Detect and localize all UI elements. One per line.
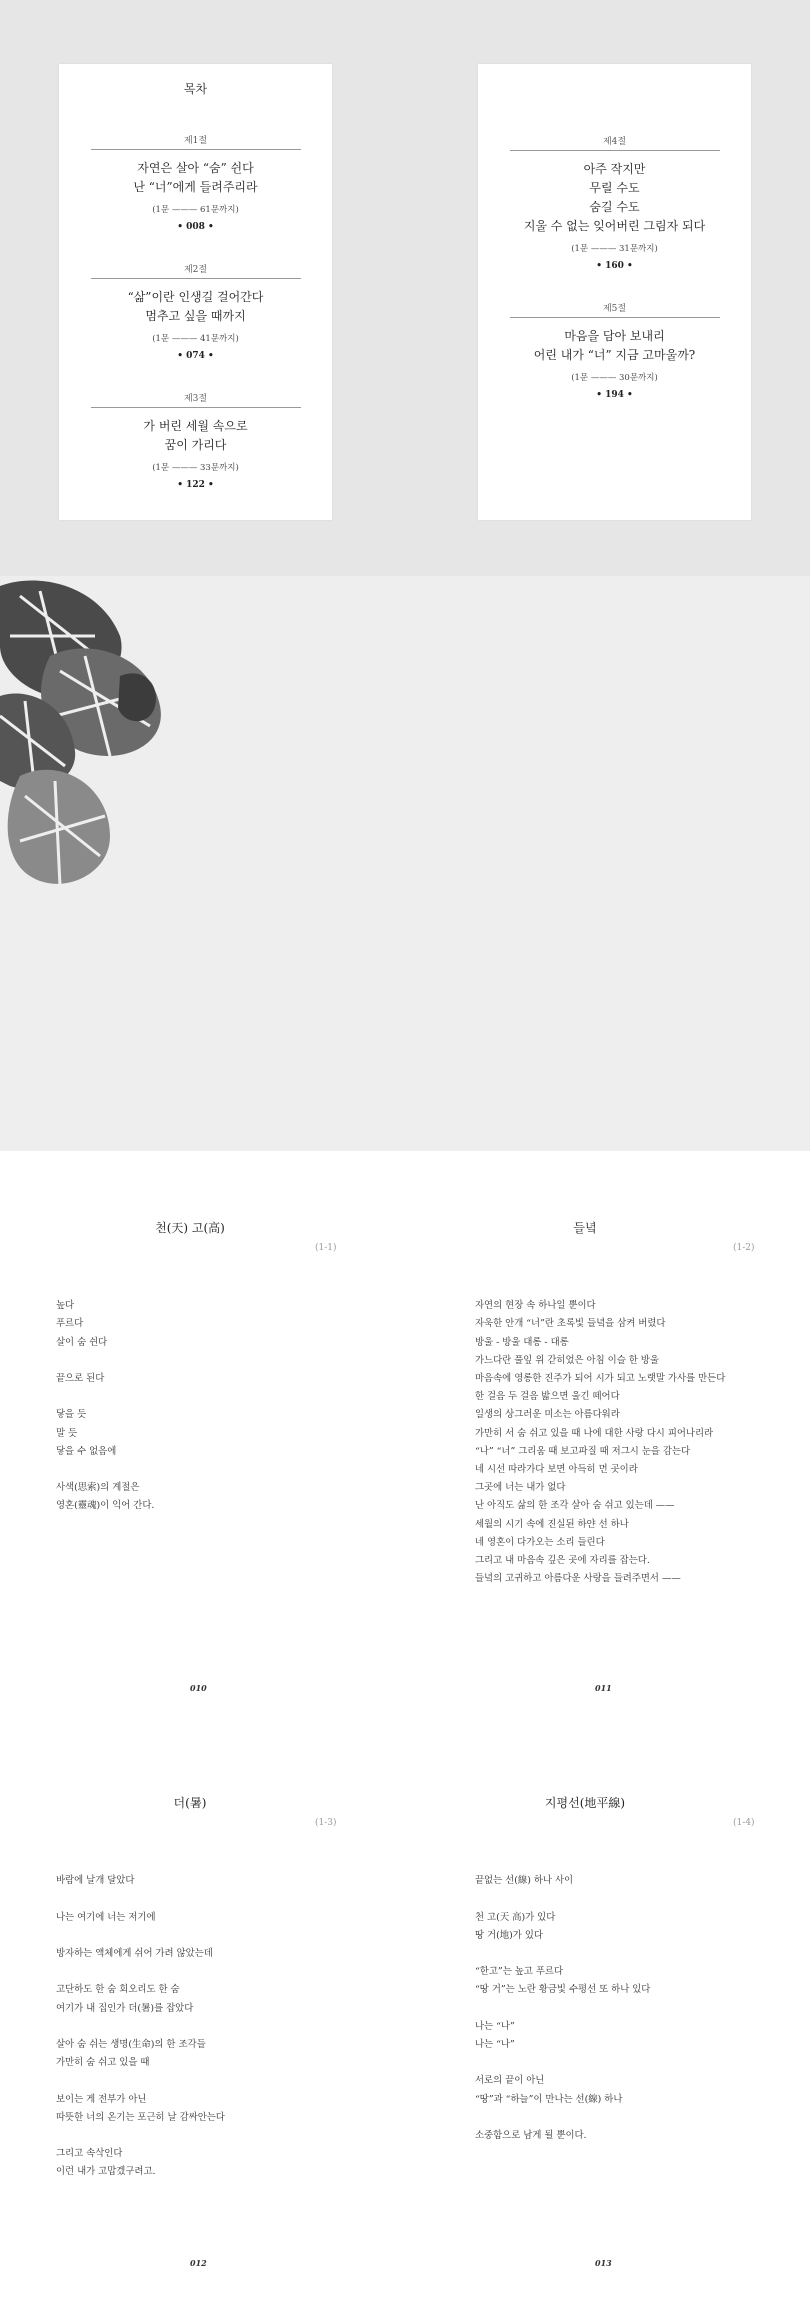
poem-line bbox=[56, 2072, 225, 2090]
toc-chapter-title-line: 꿈이 가리다 bbox=[164, 438, 227, 452]
toc-chapter-title-line: 난 “너”에게 들려주리라 bbox=[133, 180, 258, 194]
toc-chapter-range: (1문 ——— 31문까지) bbox=[571, 244, 658, 254]
poem-line: 끝으로 된다 bbox=[56, 1372, 105, 1384]
poem-line: 세월의 시기 속에 진실된 하얀 선 하나 bbox=[475, 1518, 629, 1530]
poem-line bbox=[56, 1279, 154, 1297]
poem-line bbox=[475, 1279, 725, 1297]
poem-line: 난 아직도 삶의 한 조각 살아 숨 쉬고 있는데 —— bbox=[475, 1500, 675, 1512]
poem-line bbox=[56, 1352, 154, 1370]
poem-line: 땅 거(地)가 있다 bbox=[475, 1929, 543, 1941]
toc-chapter-title-line: 가 버린 세월 속으로 bbox=[143, 419, 248, 433]
toc-chapter-title-line: 무릴 수도 bbox=[589, 181, 640, 195]
toc-chapter-label: 제3절 bbox=[183, 394, 208, 404]
toc-chapter-title-line: 지울 수 없는 잊어버린 그림자 되다 bbox=[523, 219, 706, 233]
poem-line: 천 고(天 高)가 있다 bbox=[475, 1911, 556, 1923]
poem-line bbox=[56, 1927, 225, 1945]
poem-line: “땅 거”는 노란 황금빛 수평선 또 하나 있다 bbox=[475, 1984, 651, 1996]
toc-chapter-label: 제5절 bbox=[602, 304, 627, 314]
toc-divider bbox=[91, 407, 301, 408]
toc-chapter-range: (1문 ——— 30문까지) bbox=[571, 373, 658, 383]
poem-page bbox=[0, 1151, 405, 1725]
toc-chapter-title-line: 자연은 살아 “숨” 쉰다 bbox=[137, 161, 254, 175]
poem-line: 살아 숨 쉬는 생명(生命)의 한 조각들 bbox=[56, 2038, 206, 2050]
poem-line bbox=[56, 1854, 225, 1872]
poem-line bbox=[56, 2018, 225, 2036]
toc-chapter-title-line: “삶”이란 인생길 걸어간다 bbox=[127, 290, 264, 304]
poem-pages bbox=[0, 1151, 810, 2300]
poem-line: 일생의 상그러운 미소는 아름다워라 bbox=[475, 1409, 620, 1421]
poem-line: 닿을 수 없음에 bbox=[56, 1445, 117, 1457]
page-number: 010 bbox=[190, 1683, 207, 1693]
poem-line bbox=[475, 1945, 650, 1963]
poem-page bbox=[405, 1726, 810, 2300]
poem-line: 높다 bbox=[56, 1300, 75, 1312]
poem-line: 살이 숨 쉰다 bbox=[56, 1336, 108, 1348]
toc-chapter-title-line: 아주 작지만 bbox=[583, 162, 646, 176]
poem-line: 푸르다 bbox=[56, 1318, 84, 1330]
poem-body bbox=[475, 1854, 650, 2145]
poem-line: 이런 내가 고맙겠구려고. bbox=[56, 2166, 156, 2178]
poem-line: 끝없는 선(線) 하나 사이 bbox=[475, 1875, 574, 1887]
poem-line: 그리고 내 마음속 깊은 곳에 자리를 잡는다. bbox=[475, 1555, 650, 1567]
poem-line: 방울 - 방울 대롱 - 대롱 bbox=[475, 1336, 569, 1348]
poem-line: 여기가 내 집인가 더(暑)를 잡았다 bbox=[56, 2002, 194, 2014]
poem-line: 자욱한 안개 “너”란 초록빛 들녘을 삼켜 버렸다 bbox=[475, 1318, 666, 1330]
toc-chapter-label: 제1절 bbox=[183, 136, 208, 146]
toc-page-left bbox=[59, 64, 332, 520]
toc-chapter-page-number: • 194 • bbox=[596, 390, 633, 400]
poem-line bbox=[56, 1461, 154, 1479]
toc-chapter-page-number: • 008 • bbox=[177, 222, 214, 232]
toc-chapter bbox=[478, 301, 751, 400]
poem-line: 보이는 게 전부가 아닌 bbox=[56, 2093, 147, 2105]
poem-body bbox=[56, 1279, 154, 1516]
toc-chapter bbox=[478, 134, 751, 271]
poem-line: 바람에 날개 달았다 bbox=[56, 1875, 135, 1887]
poem-code: (1-2) bbox=[733, 1243, 755, 1253]
poem-line: 방자하는 액체에게 쉬어 가려 않았는데 bbox=[56, 1947, 213, 1959]
poem-line: 말 듯 bbox=[56, 1427, 78, 1439]
poem-line: 한 걸음 두 걸음 밟으면 울긴 떼어다 bbox=[475, 1391, 620, 1403]
toc-chapter-title bbox=[59, 288, 332, 326]
toc-chapter-range: (1문 ——— 61문까지) bbox=[152, 205, 239, 215]
poem-line: 자연의 현장 속 하나일 뿐이다 bbox=[475, 1300, 596, 1312]
poem-code: (1-3) bbox=[315, 1818, 337, 1828]
page-number: 011 bbox=[595, 1683, 612, 1693]
poem-line: 닿을 듯 bbox=[56, 1409, 87, 1421]
toc-divider bbox=[91, 149, 301, 150]
poem-line bbox=[475, 2054, 650, 2072]
poem-title: 천(天) 고(高) bbox=[155, 1221, 225, 1235]
poem-line bbox=[56, 1388, 154, 1406]
poem-line bbox=[475, 1890, 650, 1908]
toc-chapter-title bbox=[59, 159, 332, 197]
poem-code: (1-1) bbox=[315, 1243, 337, 1253]
toc-chapter-title-line: 마음을 담아 보내리 bbox=[564, 329, 665, 343]
toc-chapter-range: (1문 ——— 41문까지) bbox=[152, 334, 239, 344]
poem-line bbox=[56, 1890, 225, 1908]
poem-line: 가만히 숨 쉬고 있을 때 bbox=[56, 2057, 150, 2069]
poem-line: 네 영혼이 다가오는 소리 들린다 bbox=[475, 1536, 605, 1548]
poem-title: 더(暑) bbox=[173, 1796, 207, 1810]
toc-chapter-title-line: 멈추고 싶을 때까지 bbox=[145, 309, 246, 323]
poem-line: 마음속에 영롱한 진주가 되어 시가 되고 노랫말 가사를 만든다 bbox=[475, 1373, 726, 1384]
toc-chapter bbox=[59, 262, 332, 361]
chapter-intro bbox=[0, 576, 810, 1151]
toc-chapter-title-line: 어린 내가 “너” 지금 고마울까? bbox=[533, 348, 696, 362]
page-number: 012 bbox=[190, 2258, 207, 2268]
toc-chapter-label: 제4절 bbox=[602, 137, 627, 147]
toc-chapter bbox=[59, 391, 332, 490]
poem-line: 들녘의 고귀하고 아름다운 사랑을 들려주면서 —— bbox=[475, 1573, 681, 1585]
poem-line: 가만히 서 숨 쉬고 있을 때 나에 대한 사랑 다시 피어나리라 bbox=[475, 1427, 714, 1439]
poem-line: 네 시선 따라가다 보면 아득히 먼 곳이라 bbox=[475, 1464, 638, 1476]
toc-divider bbox=[91, 278, 301, 279]
poem-line: 사색(思索)의 계절은 bbox=[56, 1482, 140, 1494]
poem-line: 가느다란 풀잎 위 갇히었은 아침 이슬 한 방울 bbox=[475, 1354, 659, 1366]
poem-title: 지평선(地平線) bbox=[544, 1796, 626, 1810]
poem-line bbox=[56, 2127, 225, 2145]
poem-line: 나는 여기에 너는 저기에 bbox=[56, 1911, 156, 1923]
poem-line bbox=[475, 2109, 650, 2127]
poem-line: 그리고 속삭인다 bbox=[56, 2148, 123, 2160]
poem-line: 나는 “나” bbox=[475, 2020, 515, 2032]
poem-line: 서로의 끝이 아닌 bbox=[475, 2075, 545, 2087]
poem-line: 나는 “나” bbox=[475, 2038, 515, 2050]
poem-line: “땅”과 “하늘”이 만나는 선(線) 하나 bbox=[475, 2093, 623, 2105]
poem-title: 들녘 bbox=[573, 1221, 597, 1235]
poem-line bbox=[475, 1854, 650, 1872]
poem-page bbox=[0, 1726, 405, 2300]
poem-line bbox=[56, 1963, 225, 1981]
toc-chapter-label: 제2절 bbox=[183, 265, 208, 275]
toc-chapter-title bbox=[59, 417, 332, 455]
toc-title: 목차 bbox=[183, 82, 208, 96]
poem-body bbox=[56, 1854, 225, 2182]
poem-line: 그곳에 너는 내가 없다 bbox=[475, 1482, 566, 1494]
toc-chapter-page-number: • 160 • bbox=[596, 261, 633, 271]
poem-line: 고단하도 한 숨 회오리도 한 숨 bbox=[56, 1984, 180, 1996]
poem-line: “한고”는 높고 푸르다 bbox=[475, 1966, 563, 1978]
poem-page bbox=[405, 1151, 810, 1725]
toc-chapter-page-number: • 074 • bbox=[177, 351, 214, 361]
poem-code: (1-4) bbox=[733, 1818, 755, 1828]
toc-page-right bbox=[478, 64, 751, 520]
toc-chapter-title bbox=[478, 160, 751, 236]
toc-divider bbox=[510, 150, 720, 151]
toc-divider bbox=[510, 317, 720, 318]
poem-line bbox=[475, 2000, 650, 2018]
toc-chapter bbox=[59, 133, 332, 232]
toc-chapter-range: (1문 ——— 33문까지) bbox=[152, 463, 239, 473]
toc-chapter-page-number: • 122 • bbox=[177, 480, 214, 490]
monstera-leaf-icon bbox=[0, 580, 161, 886]
poem-body bbox=[475, 1279, 725, 1588]
poem-line: “나” “너” 그리움 때 보고파질 때 저그시 눈을 감는다 bbox=[475, 1445, 691, 1457]
toc-spread bbox=[0, 0, 810, 576]
toc-chapter-title bbox=[478, 327, 751, 365]
toc-chapter-title-line: 숨길 수도 bbox=[589, 200, 640, 214]
page-number: 013 bbox=[595, 2258, 612, 2268]
poem-line: 영혼(靈魂)이 익어 간다. bbox=[56, 1500, 155, 1512]
poem-line: 소중함으로 남게 될 뿐이다. bbox=[475, 2129, 587, 2141]
chapter-intro-illustration bbox=[0, 576, 810, 1151]
poem-line: 따뜻한 너의 온기는 포근히 날 감싸안는다 bbox=[56, 2111, 225, 2123]
